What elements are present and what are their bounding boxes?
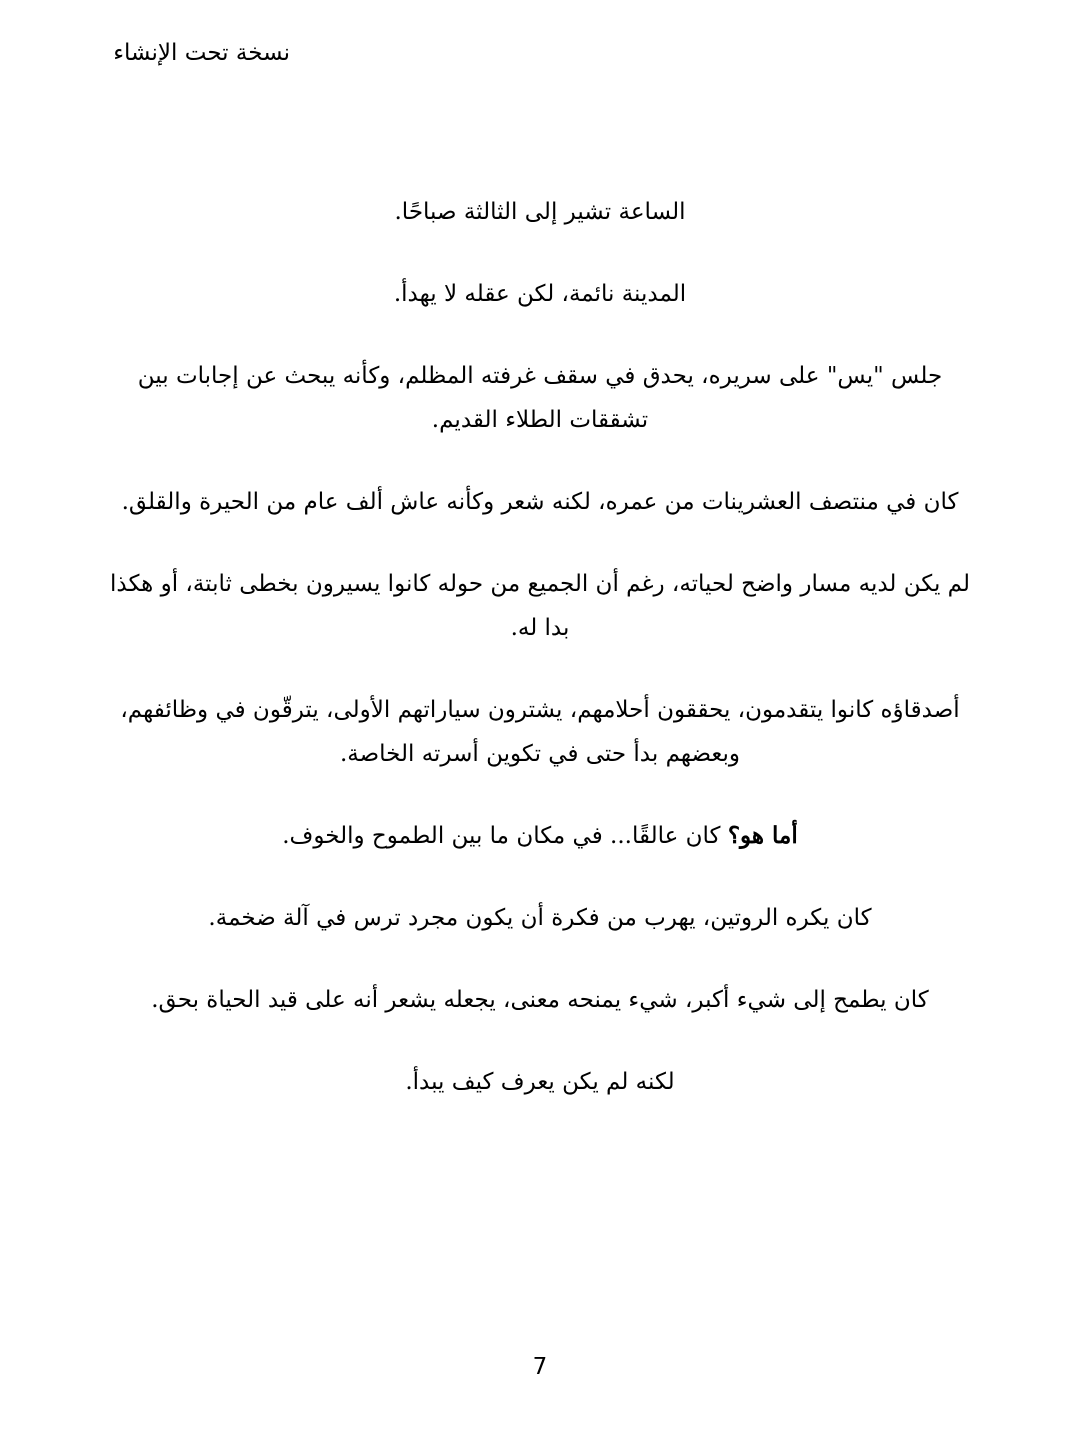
paragraph-7	[100, 814, 980, 858]
paragraph-9: كان يطمح إلى شيء أكبر، شيء يمنحه معنى، يجعله يشعر أنه على قيد الحياة بحق.	[151, 987, 929, 1013]
paragraph-1: الساعة تشير إلى الثالثة صباحًا.	[394, 199, 686, 225]
paragraph-3: جلس "يس" على سريره، يحدق في سقف غرفته المظلم، وكأنه يبحث عن إجابات بين تشققات الطلاء القديم.	[137, 363, 943, 433]
paragraph-5: لم يكن لديه مسار واضح لحياته، رغم أن الجميع من حوله كانوا يسيرون بخطى ثابتة، أو هكذا بدا له.	[110, 571, 970, 641]
paragraph-10: لكنه لم يكن يعرف كيف يبدأ.	[405, 1069, 675, 1095]
paragraph-8: كان يكره الروتين، يهرب من فكرة أن يكون مجرد ترس في آلة ضخمة.	[208, 905, 872, 931]
paragraph-4: كان في منتصف العشرينات من عمره، لكنه شعر وكأنه عاش ألف عام من الحيرة والقلق.	[121, 489, 959, 515]
document-body	[100, 190, 980, 1104]
paragraph-6: أصدقاؤه كانوا يتقدمون، يحققون أحلامهم، يشترون سياراتهم الأولى، يترقّون في وظائفهم، وبعضهم بدأ حتى في تكوين أسرته الخاصة.	[120, 697, 960, 767]
paragraph-7-rest: كان عالقًا... في مكان ما بين الطموح والخوف.	[282, 823, 728, 849]
paragraph-2: المدينة نائمة، لكن عقله لا يهدأ.	[393, 281, 687, 307]
bold-lead-text: أما هو؟	[727, 822, 798, 849]
page-number: 7	[532, 1354, 548, 1380]
document-header: نسخة تحت الإنشاء	[113, 40, 290, 66]
